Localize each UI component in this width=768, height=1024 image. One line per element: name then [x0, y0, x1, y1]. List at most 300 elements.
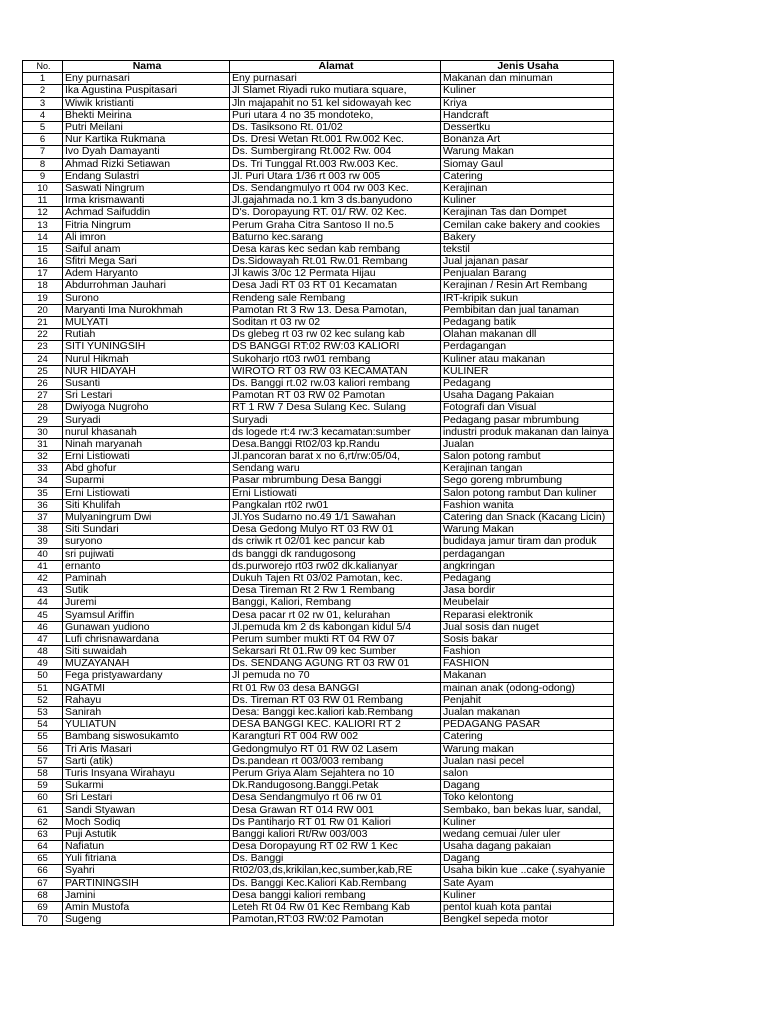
cell-jenis-usaha: Sego goreng mbrumbung	[441, 475, 614, 487]
cell-jenis-usaha: Jualan makanan	[441, 706, 614, 718]
cell-nama: Irma krismawanti	[63, 195, 230, 207]
cell-alamat: Perum Graha Citra Santoso II no.5	[230, 219, 441, 231]
cell-jenis-usaha: Makanan dan minuman	[441, 73, 614, 85]
cell-nama: Dwiyoga Nugroho	[63, 402, 230, 414]
cell-nama: Suryadi	[63, 414, 230, 426]
table-row	[23, 780, 614, 792]
table-row	[23, 292, 614, 304]
cell-jenis-usaha: Catering	[441, 170, 614, 182]
table-row	[23, 256, 614, 268]
cell-alamat: Pamotan RT 03 RW 02 Pamotan	[230, 390, 441, 402]
cell-alamat: Desa: Banggi kec.kaliori kab.Rembang	[230, 706, 441, 718]
table-row	[23, 658, 614, 670]
cell-no: 59	[23, 780, 63, 792]
cell-alamat: Jl.pemuda km 2 ds kabongan kidul 5/4	[230, 621, 441, 633]
cell-nama: Eny purnasari	[63, 73, 230, 85]
cell-jenis-usaha: budidaya jamur tiram dan produk	[441, 536, 614, 548]
cell-alamat: Pamotan,RT:03 RW:02 Pamotan	[230, 914, 441, 926]
cell-nama: Suparmi	[63, 475, 230, 487]
table-row	[23, 755, 614, 767]
cell-no: 62	[23, 816, 63, 828]
cell-alamat: Desa.Banggi Rt02/03 kp.Randu	[230, 438, 441, 450]
cell-alamat: Pamotan Rt 3 Rw 13. Desa Pamotan,	[230, 304, 441, 316]
cell-alamat: Jln majapahit no 51 kel sidowayah kec	[230, 97, 441, 109]
cell-nama: Sutik	[63, 585, 230, 597]
cell-nama: Sri Lestari	[63, 792, 230, 804]
cell-nama: Juremi	[63, 597, 230, 609]
cell-jenis-usaha: Makanan	[441, 670, 614, 682]
cell-alamat: Sekarsari Rt 01.Rw 09 kec Sumber	[230, 646, 441, 658]
cell-jenis-usaha: Warung Makan	[441, 524, 614, 536]
cell-no: 15	[23, 243, 63, 255]
table-row	[23, 597, 614, 609]
table-row	[23, 353, 614, 365]
header-no: No.	[23, 61, 63, 73]
cell-nama: Ninah maryanah	[63, 438, 230, 450]
cell-nama: NUR HIDAYAH	[63, 365, 230, 377]
cell-no: 63	[23, 828, 63, 840]
table-row	[23, 901, 614, 913]
cell-no: 53	[23, 706, 63, 718]
cell-no: 36	[23, 499, 63, 511]
cell-nama: Achmad Saifuddin	[63, 207, 230, 219]
cell-alamat: Desa Gedong Mulyo RT 03 RW 01	[230, 524, 441, 536]
cell-alamat: Desa Grawan RT 014 RW 001	[230, 804, 441, 816]
cell-jenis-usaha: Pedagang pasar mbrumbung	[441, 414, 614, 426]
cell-alamat: Jl.gajahmada no.1 km 3 ds.banyudono	[230, 195, 441, 207]
table-row	[23, 414, 614, 426]
cell-nama: Syamsul Ariffin	[63, 609, 230, 621]
cell-alamat: Rt02/03,ds,krikilan,kec,sumber,kab,RE	[230, 865, 441, 877]
cell-jenis-usaha: Kerajinan tangan	[441, 463, 614, 475]
cell-no: 39	[23, 536, 63, 548]
table-row	[23, 97, 614, 109]
table-row	[23, 499, 614, 511]
cell-alamat: Dukuh Tajen Rt 03/02 Pamotan, kec.	[230, 572, 441, 584]
cell-no: 48	[23, 646, 63, 658]
cell-alamat: ds banggi dk randugosong	[230, 548, 441, 560]
table-row	[23, 304, 614, 316]
table-row	[23, 487, 614, 499]
cell-no: 21	[23, 316, 63, 328]
cell-no: 47	[23, 633, 63, 645]
table-row	[23, 268, 614, 280]
cell-jenis-usaha: Kuliner	[441, 195, 614, 207]
cell-nama: Sanirah	[63, 706, 230, 718]
cell-nama: Maryanti Ima Nurokhmah	[63, 304, 230, 316]
cell-no: 70	[23, 914, 63, 926]
cell-no: 23	[23, 341, 63, 353]
cell-nama: suryono	[63, 536, 230, 548]
cell-no: 32	[23, 451, 63, 463]
cell-alamat: Soditan rt 03 rw 02	[230, 316, 441, 328]
cell-jenis-usaha: industri produk makanan dan lainya	[441, 426, 614, 438]
table-row	[23, 85, 614, 97]
table-row	[23, 377, 614, 389]
cell-alamat: Ds. Banggi rt.02 rw.03 kaliori rembang	[230, 377, 441, 389]
cell-nama: PARTININGSIH	[63, 877, 230, 889]
cell-no: 56	[23, 743, 63, 755]
cell-no: 20	[23, 304, 63, 316]
table-row	[23, 560, 614, 572]
cell-alamat: Ds. Tri Tunggal Rt.003 Rw.003 Kec.	[230, 158, 441, 170]
table-row	[23, 280, 614, 292]
table-row	[23, 170, 614, 182]
cell-no: 12	[23, 207, 63, 219]
cell-nama: Gunawan yudiono	[63, 621, 230, 633]
cell-jenis-usaha: Pedagang batik	[441, 316, 614, 328]
cell-no: 57	[23, 755, 63, 767]
cell-no: 24	[23, 353, 63, 365]
table-row	[23, 146, 614, 158]
cell-alamat: Suryadi	[230, 414, 441, 426]
cell-nama: Siti Sundari	[63, 524, 230, 536]
cell-jenis-usaha: IRT-kripik sukun	[441, 292, 614, 304]
cell-nama: Bhekti Meirina	[63, 109, 230, 121]
table-row	[23, 670, 614, 682]
cell-no: 54	[23, 719, 63, 731]
cell-no: 10	[23, 182, 63, 194]
cell-no: 52	[23, 694, 63, 706]
cell-alamat: Ds. Dresi Wetan Rt.001 Rw.002 Kec.	[230, 134, 441, 146]
table-row	[23, 121, 614, 133]
cell-nama: Sugeng	[63, 914, 230, 926]
cell-no: 7	[23, 146, 63, 158]
cell-alamat: Ds. Tasiksono Rt. 01/02	[230, 121, 441, 133]
cell-alamat: Rt 01 Rw 03 desa BANGGI	[230, 682, 441, 694]
cell-no: 69	[23, 901, 63, 913]
cell-alamat: Jl.pancoran barat x no 6,rt/rw:05/04,	[230, 451, 441, 463]
cell-jenis-usaha: Kuliner atau makanan	[441, 353, 614, 365]
cell-nama: Nafiatun	[63, 841, 230, 853]
cell-nama: MULYATI	[63, 316, 230, 328]
cell-nama: NGATMI	[63, 682, 230, 694]
cell-jenis-usaha: Pedagang	[441, 572, 614, 584]
cell-alamat: Ds. Sendangmulyo rt 004 rw 003 Kec.	[230, 182, 441, 194]
cell-jenis-usaha: Jual sosis dan nuget	[441, 621, 614, 633]
data-sheet	[22, 60, 613, 926]
cell-alamat: Ds. Sumbergirang Rt.002 Rw. 004	[230, 146, 441, 158]
cell-nama: Mulyaningrum Dwi	[63, 511, 230, 523]
table-row	[23, 841, 614, 853]
cell-nama: Syahri	[63, 865, 230, 877]
cell-nama: Fega pristyawardany	[63, 670, 230, 682]
cell-jenis-usaha: Fashion	[441, 646, 614, 658]
cell-alamat: Ds. Banggi Kec.Kaliori Kab.Rembang	[230, 877, 441, 889]
header-row	[23, 61, 614, 73]
table-row	[23, 865, 614, 877]
cell-nama: Wiwik kristianti	[63, 97, 230, 109]
cell-nama: Adem Haryanto	[63, 268, 230, 280]
table-row	[23, 646, 614, 658]
cell-no: 26	[23, 377, 63, 389]
cell-nama: Abdurrohman Jauhari	[63, 280, 230, 292]
cell-jenis-usaha: Handcraft	[441, 109, 614, 121]
cell-alamat: Ds.Sidowayah Rt.01 Rw.01 Rembang	[230, 256, 441, 268]
cell-jenis-usaha: Bakery	[441, 231, 614, 243]
cell-jenis-usaha: Perdagangan	[441, 341, 614, 353]
cell-jenis-usaha: Bengkel sepeda motor	[441, 914, 614, 926]
cell-jenis-usaha: Fashion wanita	[441, 499, 614, 511]
cell-no: 17	[23, 268, 63, 280]
cell-no: 55	[23, 731, 63, 743]
table-row	[23, 329, 614, 341]
cell-alamat: D's. Doropayung RT. 01/ RW. 02 Kec.	[230, 207, 441, 219]
cell-nama: ernanto	[63, 560, 230, 572]
cell-nama: Siti Khulifah	[63, 499, 230, 511]
cell-nama: Puji Astutik	[63, 828, 230, 840]
cell-alamat: Karangturi RT 004 RW 002	[230, 731, 441, 743]
cell-alamat: Ds. Banggi	[230, 853, 441, 865]
cell-no: 37	[23, 511, 63, 523]
cell-no: 51	[23, 682, 63, 694]
cell-no: 11	[23, 195, 63, 207]
table-row	[23, 719, 614, 731]
cell-nama: Ivo Dyah Damayanti	[63, 146, 230, 158]
cell-jenis-usaha: Dessertku	[441, 121, 614, 133]
header-alamat: Alamat	[230, 61, 441, 73]
cell-jenis-usaha: Sate Ayam	[441, 877, 614, 889]
table-row	[23, 877, 614, 889]
cell-jenis-usaha: pentol kuah kota pantai	[441, 901, 614, 913]
cell-no: 8	[23, 158, 63, 170]
cell-nama: Susanti	[63, 377, 230, 389]
cell-no: 30	[23, 426, 63, 438]
cell-jenis-usaha: Sosis bakar	[441, 633, 614, 645]
table-row	[23, 475, 614, 487]
table-row	[23, 682, 614, 694]
table-body	[23, 73, 614, 926]
cell-alamat: DS BANGGI RT:02 RW:03 KALIORI	[230, 341, 441, 353]
cell-jenis-usaha: Kerajinan Tas dan Dompet	[441, 207, 614, 219]
cell-no: 29	[23, 414, 63, 426]
cell-no: 6	[23, 134, 63, 146]
cell-no: 16	[23, 256, 63, 268]
cell-jenis-usaha: Penjahit	[441, 694, 614, 706]
cell-alamat: Baturno kec.sarang	[230, 231, 441, 243]
table-row	[23, 426, 614, 438]
cell-jenis-usaha: tekstil	[441, 243, 614, 255]
cell-alamat: Leteh Rt 04 Rw 01 Kec Rembang Kab	[230, 901, 441, 913]
cell-jenis-usaha: Siomay Gaul	[441, 158, 614, 170]
cell-nama: Saiful anam	[63, 243, 230, 255]
cell-alamat: ds logede rt:4 rw:3 kecamatan:sumber	[230, 426, 441, 438]
participants-table	[22, 60, 614, 926]
cell-nama: Jamini	[63, 889, 230, 901]
cell-alamat: Jl kawis 3/0c 12 Permata Hijau	[230, 268, 441, 280]
cell-no: 27	[23, 390, 63, 402]
cell-jenis-usaha: Catering dan Snack (Kacang Licin)	[441, 511, 614, 523]
cell-nama: Surono	[63, 292, 230, 304]
cell-jenis-usaha: Warung makan	[441, 743, 614, 755]
table-row	[23, 853, 614, 865]
cell-jenis-usaha: Olahan makanan dll	[441, 329, 614, 341]
table-row	[23, 390, 614, 402]
cell-no: 68	[23, 889, 63, 901]
table-row	[23, 792, 614, 804]
cell-no: 40	[23, 548, 63, 560]
cell-nama: Sarti (atik)	[63, 755, 230, 767]
cell-nama: Ika Agustina Puspitasari	[63, 85, 230, 97]
cell-nama: Endang Sulastri	[63, 170, 230, 182]
cell-jenis-usaha: Usaha Dagang Pakaian	[441, 390, 614, 402]
cell-alamat: Banggi kaliori Rt/Rw 003/003	[230, 828, 441, 840]
table-row	[23, 524, 614, 536]
cell-jenis-usaha: Warung Makan	[441, 146, 614, 158]
cell-nama: Siti suwaidah	[63, 646, 230, 658]
table-row	[23, 402, 614, 414]
cell-no: 28	[23, 402, 63, 414]
cell-alamat: Perum Griya Alam Sejahtera no 10	[230, 767, 441, 779]
cell-jenis-usaha: Kerajinan	[441, 182, 614, 194]
cell-jenis-usaha: Salon potong rambut	[441, 451, 614, 463]
header-jenis-usaha: Jenis Usaha	[441, 61, 614, 73]
cell-jenis-usaha: Sembako, ban bekas luar, sandal,	[441, 804, 614, 816]
cell-alamat: ds criwik rt 02/01 kec pancur kab	[230, 536, 441, 548]
cell-nama: Fitria Ningrum	[63, 219, 230, 231]
table-row	[23, 816, 614, 828]
cell-nama: Rutiah	[63, 329, 230, 341]
table-row	[23, 158, 614, 170]
cell-no: 45	[23, 609, 63, 621]
table-row	[23, 914, 614, 926]
cell-nama: Erni Listiowati	[63, 451, 230, 463]
cell-jenis-usaha: Toko kelontong	[441, 792, 614, 804]
cell-no: 2	[23, 85, 63, 97]
cell-alamat: Sendang waru	[230, 463, 441, 475]
cell-no: 13	[23, 219, 63, 231]
cell-jenis-usaha: Usaha dagang pakaian	[441, 841, 614, 853]
cell-no: 3	[23, 97, 63, 109]
cell-nama: Putri Meilani	[63, 121, 230, 133]
cell-no: 50	[23, 670, 63, 682]
cell-jenis-usaha: Kuliner	[441, 85, 614, 97]
cell-no: 61	[23, 804, 63, 816]
table-row	[23, 219, 614, 231]
cell-nama: Amin Mustofa	[63, 901, 230, 913]
cell-jenis-usaha: Usaha bikin kue ..cake (.syahyanie	[441, 865, 614, 877]
cell-alamat: Ds.pandean rt 003/003 rembang	[230, 755, 441, 767]
cell-alamat: Perum sumber mukti RT 04 RW 07	[230, 633, 441, 645]
table-row	[23, 609, 614, 621]
cell-alamat: Jl pemuda no 70	[230, 670, 441, 682]
cell-jenis-usaha: Kuliner	[441, 816, 614, 828]
cell-alamat: Puri utara 4 no 35 mondoteko,	[230, 109, 441, 121]
cell-nama: SITI YUNINGSIH	[63, 341, 230, 353]
cell-no: 60	[23, 792, 63, 804]
cell-nama: Moch Sodiq	[63, 816, 230, 828]
cell-nama: YULIATUN	[63, 719, 230, 731]
table-row	[23, 804, 614, 816]
cell-alamat: Desa Tireman Rt 2 Rw 1 Rembang	[230, 585, 441, 597]
cell-alamat: Eny purnasari	[230, 73, 441, 85]
cell-alamat: Desa Jadi RT 03 RT 01 Kecamatan	[230, 280, 441, 292]
table-row	[23, 536, 614, 548]
cell-no: 34	[23, 475, 63, 487]
cell-alamat: RT 1 RW 7 Desa Sulang Kec. Sulang	[230, 402, 441, 414]
cell-jenis-usaha: Jasa bordir	[441, 585, 614, 597]
cell-alamat: Desa karas kec sedan kab rembang	[230, 243, 441, 255]
cell-nama: Nur Kartika Rukmana	[63, 134, 230, 146]
cell-nama: Tri Aris Masari	[63, 743, 230, 755]
cell-alamat: ds.purworejo rt03 rw02 dk.kalianyar	[230, 560, 441, 572]
cell-alamat: Desa banggi kaliori rembang	[230, 889, 441, 901]
table-row	[23, 706, 614, 718]
cell-alamat: WIROTO RT 03 RW 03 KECAMATAN	[230, 365, 441, 377]
cell-nama: Yuli fitriana	[63, 853, 230, 865]
cell-no: 22	[23, 329, 63, 341]
table-row	[23, 828, 614, 840]
cell-no: 58	[23, 767, 63, 779]
cell-no: 41	[23, 560, 63, 572]
cell-jenis-usaha: Bonanza Art	[441, 134, 614, 146]
cell-alamat: Pasar mbrumbung Desa Banggi	[230, 475, 441, 487]
cell-jenis-usaha: salon	[441, 767, 614, 779]
cell-alamat: Ds. SENDANG AGUNG RT 03 RW 01	[230, 658, 441, 670]
cell-jenis-usaha: Reparasi elektronik	[441, 609, 614, 621]
cell-nama: MUZAYANAH	[63, 658, 230, 670]
cell-no: 42	[23, 572, 63, 584]
table-row	[23, 743, 614, 755]
cell-jenis-usaha: KULINER	[441, 365, 614, 377]
cell-nama: Paminah	[63, 572, 230, 584]
cell-no: 44	[23, 597, 63, 609]
table-row	[23, 572, 614, 584]
cell-nama: Sukarmi	[63, 780, 230, 792]
table-row	[23, 451, 614, 463]
cell-jenis-usaha: Salon potong rambut Dan kuliner	[441, 487, 614, 499]
table-row	[23, 73, 614, 85]
cell-jenis-usaha: Dagang	[441, 780, 614, 792]
cell-no: 64	[23, 841, 63, 853]
cell-alamat: Rendeng sale Rembang	[230, 292, 441, 304]
cell-jenis-usaha: Catering	[441, 731, 614, 743]
cell-no: 49	[23, 658, 63, 670]
cell-no: 5	[23, 121, 63, 133]
cell-jenis-usaha: FASHION	[441, 658, 614, 670]
cell-nama: Ali imron	[63, 231, 230, 243]
table-row	[23, 585, 614, 597]
cell-no: 43	[23, 585, 63, 597]
cell-nama: Abd ghofur	[63, 463, 230, 475]
cell-no: 14	[23, 231, 63, 243]
cell-jenis-usaha: Jualan	[441, 438, 614, 450]
cell-jenis-usaha: Kuliner	[441, 889, 614, 901]
cell-alamat: DESA BANGGI KEC. KALIORI RT 2	[230, 719, 441, 731]
cell-no: 66	[23, 865, 63, 877]
cell-nama: Sfitri Mega Sari	[63, 256, 230, 268]
cell-alamat: Jl Slamet Riyadi ruko mutiara square,	[230, 85, 441, 97]
cell-alamat: Pangkalan rt02 rw01	[230, 499, 441, 511]
cell-alamat: Gedongmulyo RT 01 RW 02 Lasem	[230, 743, 441, 755]
cell-jenis-usaha: Pembibitan dan jual tanaman	[441, 304, 614, 316]
cell-no: 18	[23, 280, 63, 292]
table-row	[23, 182, 614, 194]
table-row	[23, 231, 614, 243]
table-row	[23, 207, 614, 219]
table-row	[23, 511, 614, 523]
cell-alamat: Dk.Randugosong.Banggi.Petak	[230, 780, 441, 792]
table-row	[23, 316, 614, 328]
cell-jenis-usaha: Kriya	[441, 97, 614, 109]
cell-nama: nurul khasanah	[63, 426, 230, 438]
cell-alamat: Desa pacar rt 02 rw 01, kelurahan	[230, 609, 441, 621]
cell-alamat: Banggi, Kaliori, Rembang	[230, 597, 441, 609]
cell-jenis-usaha: Meubelair	[441, 597, 614, 609]
cell-nama: Lufi chrisnawardana	[63, 633, 230, 645]
table-row	[23, 134, 614, 146]
cell-jenis-usaha: Jual jajanan pasar	[441, 256, 614, 268]
